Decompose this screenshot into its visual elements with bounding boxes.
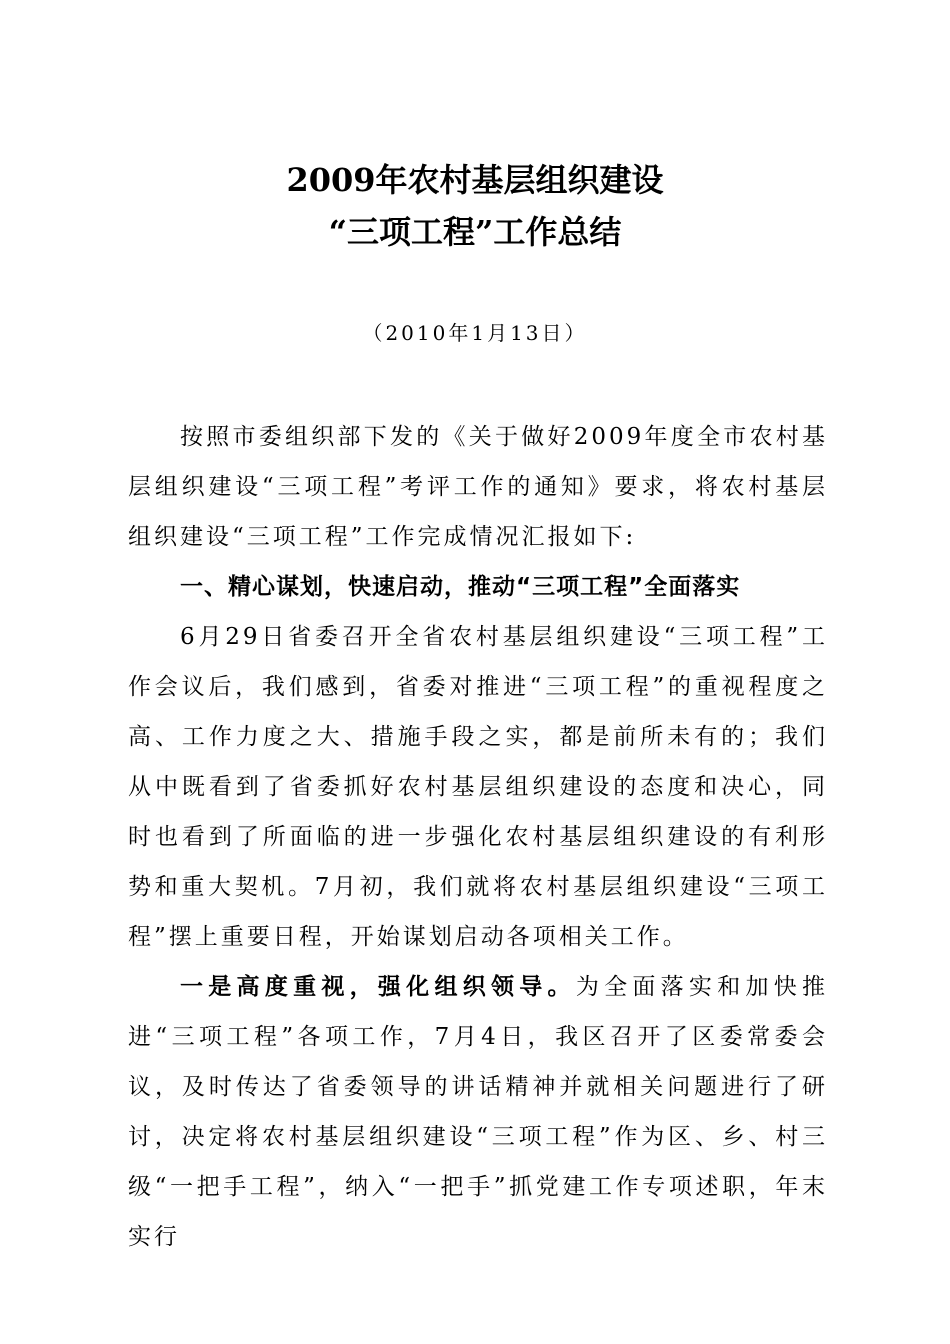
intro-paragraph: 按照市委组织部下发的《关于做好2009年度全市农村基层组织建设“三项工程”考评工作的通知》要求，将农村基层组织建设“三项工程”工作完成情况汇报如下: <box>128 424 828 550</box>
document-date: （2010年1月13日） <box>362 321 588 345</box>
document-body <box>128 412 828 1262</box>
section1-paragraph-2-lead: 一是高度重视，强化组织领导。 <box>180 973 576 1000</box>
document-title-line1: 2009年农村基层组织建设 <box>286 161 664 199</box>
document-title-line2: “三项工程”工作总结 <box>328 213 622 251</box>
section1-paragraph-2-text: 为全面落实和加快推进“三项工程”各项工作，7月4日，我区召开了区委常委会议，及时传达了省委领导的讲话精神并就相关问题进行了研讨，决定将农村基层组织建设“三项工程”作为区、乡、村三级“一把手工程”，纳入“一把手”抓党建工作专项述职，年末实行 <box>128 974 829 1250</box>
section1-paragraph-2 <box>128 962 828 1262</box>
section1-heading: 一、精心谋划，快速启动，推动“三项工程”全面落实 <box>180 574 741 600</box>
section1-paragraph-1: 6月29日省委召开全省农村基层组织建设“三项工程”工作会议后，我们感到，省委对推进“三项工程”的重视程度之高、工作力度之大、措施手段之实，都是前所未有的；我们从中既看到了省委抓好农村基层组织建设的态度和决心，同时也看到了所面临的进一步强化农村基层组织建设的有利形势和重大契机。7月初，我们就将农村基层组织建设“三项工程”摆上重要日程，开始谋划启动各项相关工作。 <box>128 624 828 950</box>
